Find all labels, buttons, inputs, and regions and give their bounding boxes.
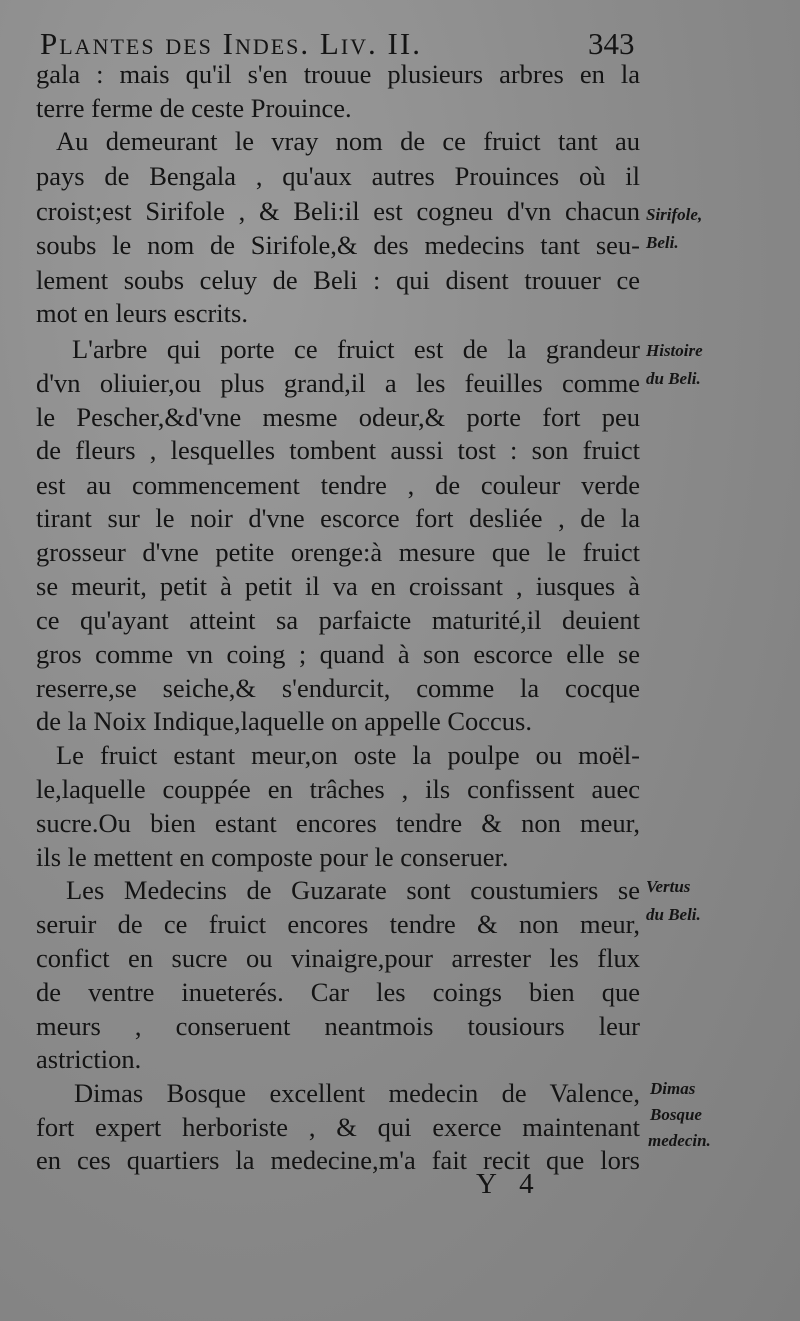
text-line: ils le mettent en composte pour le conseruer. [36,842,509,872]
page-number: 343 [588,26,635,61]
marginal-note: Bosque [650,1105,702,1124]
text-line: Au demeurant le vray nom de ce fruict tant au [56,126,640,156]
text-line: en ces quartiers la medecine,m'a fait recit que lors [36,1145,640,1175]
text-line: croist;est Sirifole , & Beli:il est cogneu d'vn chacun [36,196,640,226]
text-line: L'arbre qui porte ce fruict est de la grandeur [72,334,640,364]
marginal-note: Histoire [646,341,703,360]
text-line: Dimas Bosque excellent medecin de Valence, [74,1078,640,1108]
text-line: mot en leurs escrits. [36,298,248,328]
signature-mark: Y 4 [476,1168,542,1200]
text-line: le Pescher,&d'vne mesme odeur,& porte fort peu [36,402,640,432]
text-line: meurs , conseruent neantmois tousiours leur [36,1011,640,1041]
marginal-note: Sirifole, [646,205,703,224]
text-line: gros comme vn coing ; quand à son escorce elle se [36,639,640,669]
marginal-note: Dimas [650,1079,696,1098]
text-line: astriction. [36,1044,142,1074]
text-line: Les Medecins de Guzarate sont coustumiers se [66,875,640,905]
text-line: gala : mais qu'il s'en trouue plusieurs arbres en la [36,59,640,89]
text-line: lement soubs celuy de Beli : qui disent trouuer ce [36,265,640,295]
marginal-note: du Beli. [646,905,701,924]
text-line: grosseur d'vne petite orenge:à mesure que le fruict [36,537,640,567]
text-line: de fleurs , lesquelles tombent aussi tost : son fruict [36,435,640,465]
text-line: de la Noix Indique,laquelle on appelle Coccus. [36,706,532,736]
marginal-note: du Beli. [646,369,701,388]
marginal-note: Beli. [646,233,679,252]
running-head-title: Plantes des Indes. Liv. II. [40,26,422,61]
text-line: reserre,se seiche,& s'endurcit, comme la cocque [36,673,640,703]
marginal-note: medecin. [648,1131,711,1150]
text-line: confict en sucre ou vinaigre,pour arrester les flux [36,943,640,973]
text-line: sucre.Ou bien estant encores tendre & non meur, [36,808,640,838]
text-line: est au commencement tendre , de couleur verde [36,470,640,500]
text-line: ce qu'ayant atteint sa parfaicte maturité,il deuient [36,605,640,635]
text-line: Le fruict estant meur,on oste la poulpe ou moël- [56,740,640,770]
marginal-note: Vertus [646,877,691,896]
text-line: soubs le nom de Sirifole,& des medecins tant seu- [36,230,640,260]
text-line: de ventre inueterés. Car les coings bien que [36,977,640,1007]
text-line: terre ferme de ceste Prouince. [36,93,352,123]
text-line: pays de Bengala , qu'aux autres Prouinces où il [36,161,640,191]
text-line: fort expert herboriste , & qui exerce maintenant [36,1112,640,1142]
text-line: se meurit, petit à petit il va en croissant , iusques à [36,571,640,601]
text-line: le,laquelle couppée en trâches , ils confissent auec [36,774,640,804]
text-line: d'vn oliuier,ou plus grand,il a les feuilles comme [36,368,640,398]
text-line: tirant sur le noir d'vne escorce fort desliée , de la [36,503,640,533]
text-line: seruir de ce fruict encores tendre & non meur, [36,909,640,939]
